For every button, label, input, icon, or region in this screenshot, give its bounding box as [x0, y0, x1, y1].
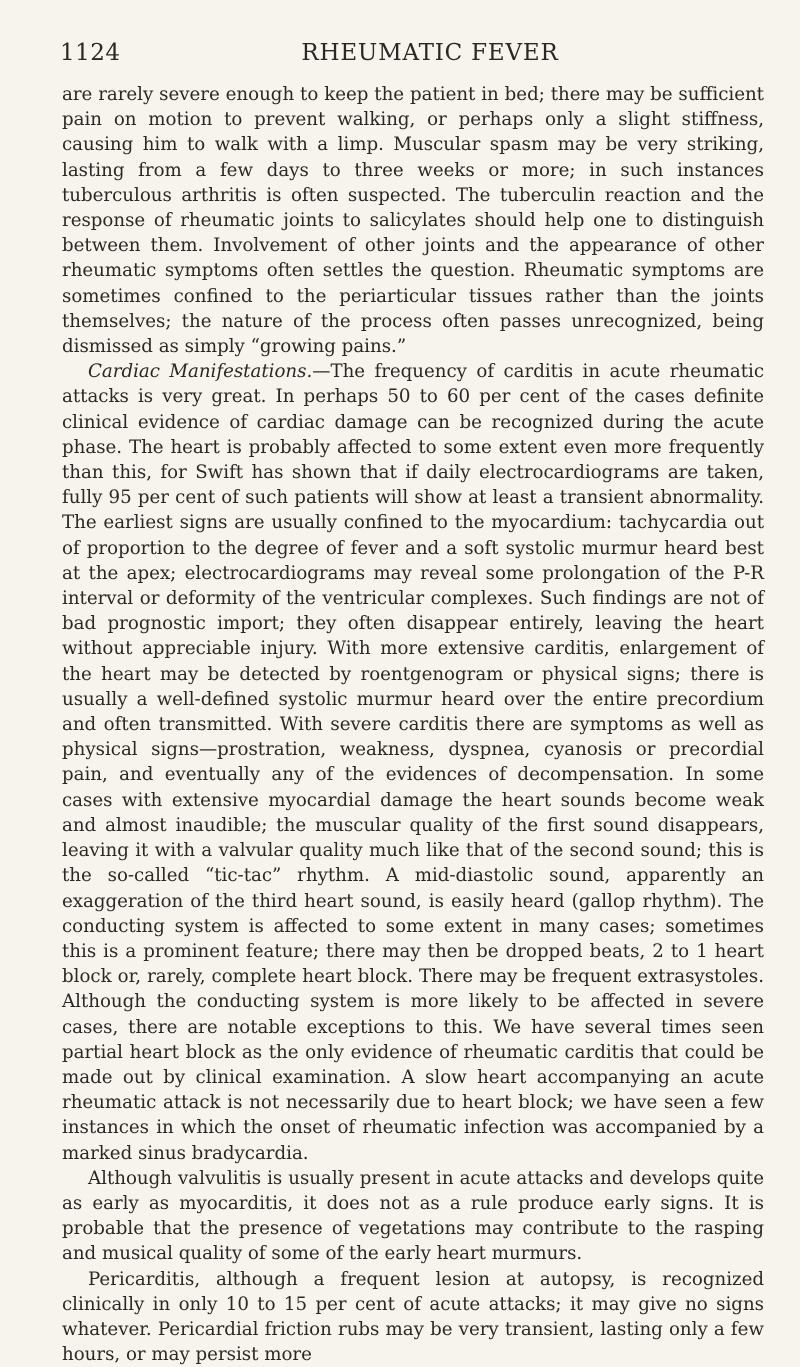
paragraph-text: —The frequency of carditis in acute rheumatic attacks is very great. In perhaps 50 to 60 per cent of the cases definite clinical evidence of cardiac damage can be recognized during the acute phase. The heart is probably affected to some extent even more frequently than this, for Swift has shown that if daily electrocardiograms are taken, fully 95 per cent of such patients will show at least a transient abnormality. The earliest signs are usually confined to the myocardium: tachycardia out of proportion to the degree of fever and a soft systolic murmur heard best at the apex; electrocardiograms may reveal some prolongation of the P-R interval or deformity of the ventricular complexes. Such findings are not of bad prognostic import; they often disappear entirely, leaving the heart without appreciable injury. With more extensive carditis, enlargement of the heart may be detected by roentgenogram or physical signs; there is usually a well-defined systolic murmur heard over the entire precordium and often transmitted. With severe carditis there are symptoms as well as physical signs—prostration, weakness, dyspnea, cyanosis or precordial pain, and eventually any of the evidences of decompensation. In some cases with extensive myocardial damage the heart sounds become weak and almost inaudible; the muscular quality of the first sound disappears, leaving it with a valvular quality much like that of the second sound; this is the so-called “tic-tac” rhythm. A mid-diastolic sound, apparently an exaggeration of the third heart sound, is easily heard (gallop rhythm). The conducting system is affected to some extent in many cases; sometimes this is a prominent feature; there may then be dropped beats, 2 to 1 heart block or, rarely, complete heart block. There may be frequent extrasystoles. Although the conducting system is more likely to be affected in severe cases, there are notable exceptions to this. We have several times seen partial heart block as the only evidence of rheumatic carditis that could be made out by clinical examination. A slow heart accompanying an acute rheumatic attack is not necessarily due to heart block; we have seen a few instances in which the onset of rheumatic infection was accompanied by a marked sinus bradycardia.: [62, 361, 764, 1164]
paragraph-pericarditis: [62, 1267, 764, 1367]
paragraph-joint-symptoms: [62, 82, 764, 359]
page-header: [60, 40, 760, 80]
running-head: RHEUMATIC FEVER: [301, 40, 559, 66]
section-heading: Cardiac Manifestations.: [88, 361, 313, 383]
paragraph-cardiac-manifestations: [62, 359, 764, 1166]
paragraph-text: Although valvulitis is usually present in acute attacks and develops quite as early as myocarditis, it does not as a rule produce early signs. It is probable that the presence of vegetations may contribute to the rasping and musical quality of some of the early heart murmurs.: [62, 1167, 764, 1265]
paragraph-text: Pericarditis, although a frequent lesion at autopsy, is recognized clinically in only 10 to 15 per cent of acute attacks; it may give no signs whatever. Pericardial friction rubs may be very transient, lasting only a few hours, or may persist more: [62, 1268, 764, 1366]
paragraph-text: are rarely severe enough to keep the patient in bed; there may be sufficient pain on motion to prevent walking, or perhaps only a slight stiffness, causing him to walk with a limp. Muscular spasm may be very striking, lasting from a few days to three weeks or more; in such instances tuberculous arthritis is often suspected. The tuberculin reaction and the response of rheumatic joints to salicylates should help one to distinguish between them. Involvement of other joints and the appearance of other rheumatic symptoms often settles the question. Rheumatic symptoms are sometimes confined to the periarticular tissues rather than the joints themselves; the nature of the process often passes unrecognized, being dismissed as simply “growing pains.”: [62, 84, 764, 358]
page-number: 1124: [60, 40, 121, 66]
body-text: [62, 82, 764, 1367]
paragraph-valvulitis: [62, 1166, 764, 1267]
